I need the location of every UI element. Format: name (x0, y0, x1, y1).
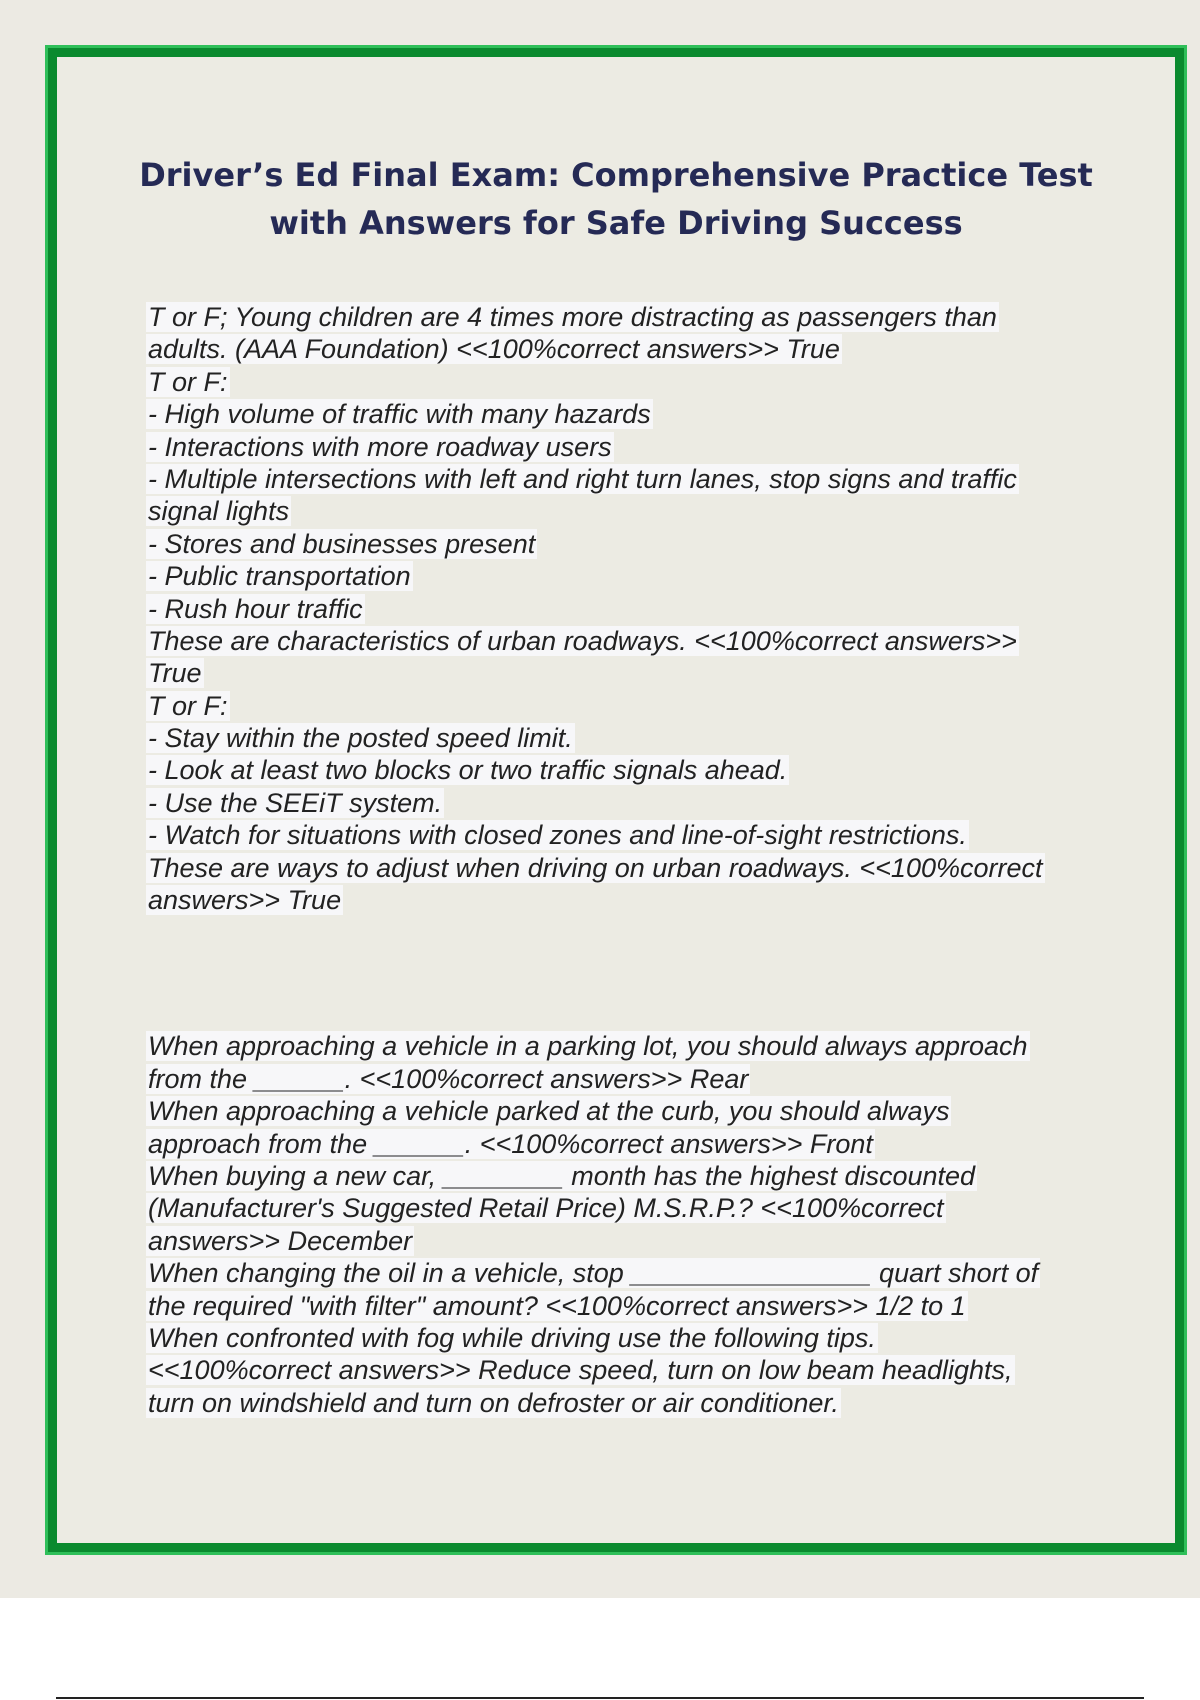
text-line: answers>> December (148, 1225, 413, 1256)
text-line: <<100%correct answers>> Reduce speed, turn on low beam headlights, (148, 1355, 1013, 1386)
text-line: - Look at least two blocks or two traffic signals ahead. (148, 755, 788, 786)
text-line: T or F: (148, 690, 228, 721)
text-line: - Stores and businesses present (148, 528, 536, 559)
qa-block-vehicle-tips (146, 1030, 1106, 1419)
text-line: These are ways to adjust when driving on urban roadways. <<100%correct (148, 852, 1043, 883)
text-line: adults. (AAA Foundation) <<100%correct answers>> True (148, 334, 840, 365)
text-line: When confronted with fog while driving use the following tips. (148, 1322, 876, 1353)
qa-block-urban-roadways (146, 301, 1106, 916)
text-line: T or F; Young children are 4 times more distracting as passengers than (148, 302, 997, 332)
title-line: with Answers for Safe Driving Success (269, 204, 963, 242)
text-line: signal lights (148, 496, 290, 527)
text-line: (Manufacturer's Suggested Retail Price) M.S.R.P.? <<100%correct (148, 1193, 944, 1224)
text-line: - Multiple intersections with left and right turn lanes, stop signs and traffic (148, 463, 1017, 494)
text-line: - Public transportation (148, 561, 411, 592)
text-line: answers>> True (148, 885, 342, 916)
text-line: - Rush hour traffic (148, 593, 363, 624)
text-line: When approaching a vehicle parked at the curb, you should always (148, 1096, 950, 1127)
text-line: - Interactions with more roadway users (148, 431, 612, 462)
text-line: True (148, 658, 202, 689)
page-title (57, 151, 1175, 247)
text-line: from the ______. <<100%correct answers>> Rear (148, 1063, 749, 1094)
title-line: Driver’s Ed Final Exam: Comprehensive Practice Test (139, 156, 1093, 194)
text-line: T or F: (148, 366, 228, 397)
text-line: When buying a new car, ________ month has the highest discounted (148, 1160, 976, 1191)
text-line: - Use the SEEiT system. (148, 787, 443, 818)
section-spacer (146, 916, 1106, 1030)
text-line: - High volume of traffic with many hazards (148, 399, 651, 430)
footer-divider (56, 1697, 1144, 1699)
document-body (146, 301, 1106, 1419)
text-line: - Watch for situations with closed zones and line-of-sight restrictions. (148, 820, 967, 851)
text-line: approach from the ______. <<100%correct answers>> Front (148, 1128, 873, 1159)
text-line: When changing the oil in a vehicle, stop ________________ quart short of (148, 1258, 1039, 1289)
text-line: - Stay within the posted speed limit. (148, 723, 573, 754)
text-line: the required "with filter" amount? <<100%correct answers>> 1/2 to 1 (148, 1290, 966, 1321)
text-line: turn on windshield and turn on defroster or air conditioner. (148, 1387, 839, 1418)
text-line: When approaching a vehicle in a parking lot, you should always approach (148, 1031, 1028, 1062)
text-line: These are characteristics of urban roadways. <<100%correct answers>> (148, 625, 1017, 656)
